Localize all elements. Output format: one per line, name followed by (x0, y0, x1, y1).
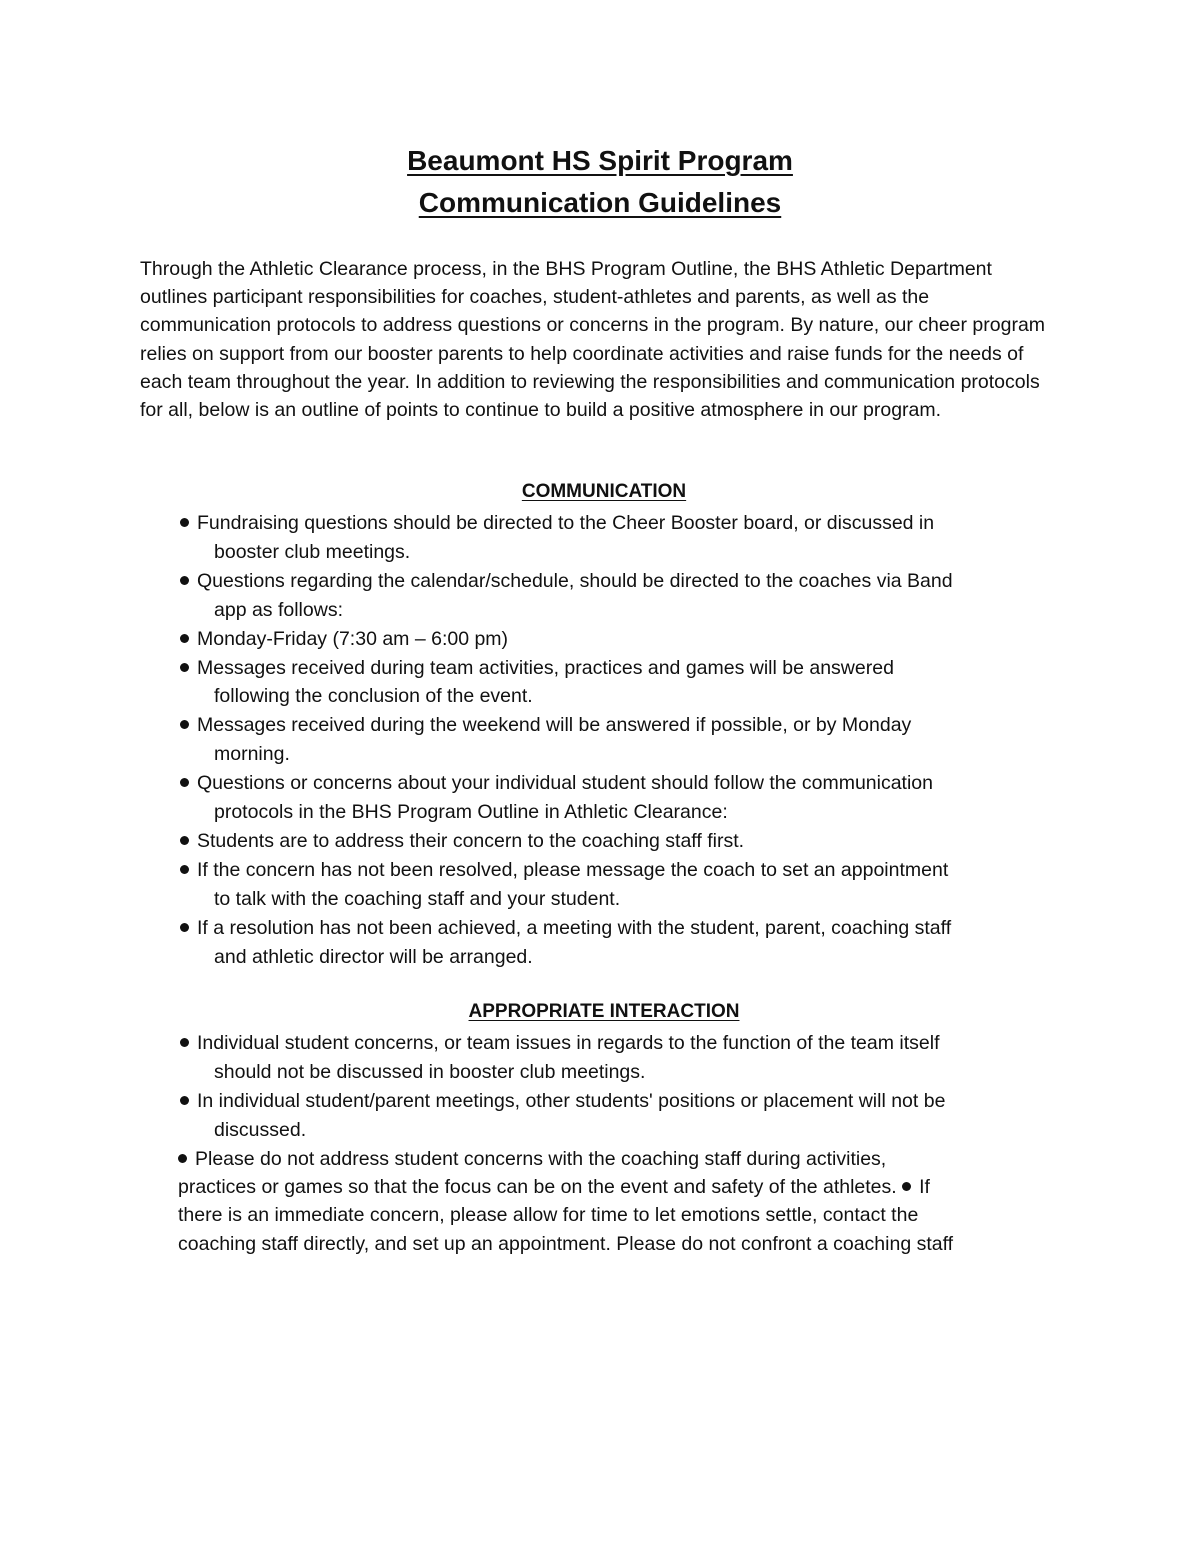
paragraph-line (178, 1145, 1058, 1173)
communication-heading: COMMUNICATION (521, 481, 687, 502)
list-item-continuation: to talk with the coaching staff and your student. (214, 887, 621, 910)
list-item (180, 1029, 1050, 1087)
list-item-text: In individual student/parent meetings, other students' positions or placement will not be (197, 1089, 946, 1112)
list-item-continuation: following the conclusion of the event. (214, 685, 533, 708)
paragraph-text: If (919, 1176, 930, 1199)
interaction-heading: APPROPRIATE INTERACTION (468, 1001, 740, 1022)
document-title (0, 140, 1200, 224)
bullet-icon (180, 836, 189, 845)
list-item-continuation: and athletic director will be arranged. (214, 945, 533, 968)
list-item-text: Individual student concerns, or team issues in regards to the function of the team itself (197, 1032, 940, 1054)
paragraph-line: there is an immediate concern, please allow for time to let emotions settle, contact the (178, 1204, 919, 1227)
list-item (180, 625, 1050, 654)
paragraph-line: coaching staff directly, and set up an appointment. Please do not confront a coaching staff (178, 1232, 954, 1255)
bullet-icon (180, 1038, 189, 1047)
list-item (180, 654, 1050, 712)
title-line-1: Beaumont HS Spirit Program (407, 145, 793, 176)
bullet-icon (180, 1096, 189, 1105)
communication-list (180, 509, 1050, 972)
paragraph-line (178, 1173, 1058, 1201)
list-item (180, 509, 1050, 567)
interaction-list (180, 1029, 1050, 1145)
bullet-icon (180, 778, 189, 787)
bullet-icon (180, 518, 189, 527)
list-item-text: Questions or concerns about your individual student should follow the communication (197, 772, 934, 795)
list-item-continuation: booster club meetings. (214, 540, 411, 563)
list-item-text: If the concern has not been resolved, please message the coach to set an appointment (197, 858, 949, 881)
list-item-text: Questions regarding the calendar/schedule, should be directed to the coaches via Band (197, 569, 953, 592)
bullet-icon (180, 720, 189, 729)
list-item-continuation: morning. (214, 743, 290, 766)
bullet-icon (180, 923, 189, 932)
interaction-paragraph (178, 1145, 1058, 1258)
list-item (180, 567, 1050, 625)
list-item (180, 856, 1050, 914)
list-item-text: Monday-Friday (7:30 am – 6:00 pm) (197, 627, 509, 650)
paragraph-text: Please do not address student concerns with the coaching staff during activities, (195, 1148, 887, 1170)
list-item (180, 827, 1050, 856)
bullet-icon (180, 865, 189, 874)
bullet-icon (180, 634, 189, 643)
bullet-icon (902, 1182, 911, 1191)
bullet-icon (178, 1154, 187, 1163)
list-item-text: Students are to address their concern to the coaching staff first. (197, 829, 745, 852)
list-item-continuation: app as follows: (214, 598, 343, 621)
bullet-icon (180, 663, 189, 672)
list-item-text: Fundraising questions should be directed to the Cheer Booster board, or discussed in (197, 512, 935, 534)
list-item-continuation: should not be discussed in booster club meetings. (214, 1060, 646, 1083)
list-item-text: If a resolution has not been achieved, a meeting with the student, parent, coaching staff (197, 916, 952, 939)
list-item (180, 914, 1050, 972)
list-item-continuation: discussed. (214, 1118, 307, 1141)
paragraph-text: practices or games so that the focus can be on the event and safety of the athletes. (178, 1176, 897, 1199)
list-item-text: Messages received during team activities, practices and games will be answered (197, 656, 894, 679)
list-item (180, 1087, 1050, 1145)
list-item-text: Messages received during the weekend will be answered if possible, or by Monday (197, 714, 912, 737)
list-item (180, 769, 1050, 827)
list-item (180, 711, 1050, 769)
intro-paragraph: Through the Athletic Clearance process, in the BHS Program Outline, the BHS Athletic Department outlines participant responsibilities for coaches, student-athletes and parents, as well as the communication protocols to address questions or concerns in the program. By nature, our cheer program relies on support from our booster parents to help coordinate activities and raise funds for the needs of each team throughout the year. In addition to reviewing the responsibilities and communication protocols for all, below is an outline of points to continue to build a positive atmosphere in our program. (140, 258, 1046, 422)
bullet-icon (180, 576, 189, 585)
list-item-continuation: protocols in the BHS Program Outline in Athletic Clearance: (214, 801, 728, 824)
title-line-2: Communication Guidelines (418, 187, 782, 218)
